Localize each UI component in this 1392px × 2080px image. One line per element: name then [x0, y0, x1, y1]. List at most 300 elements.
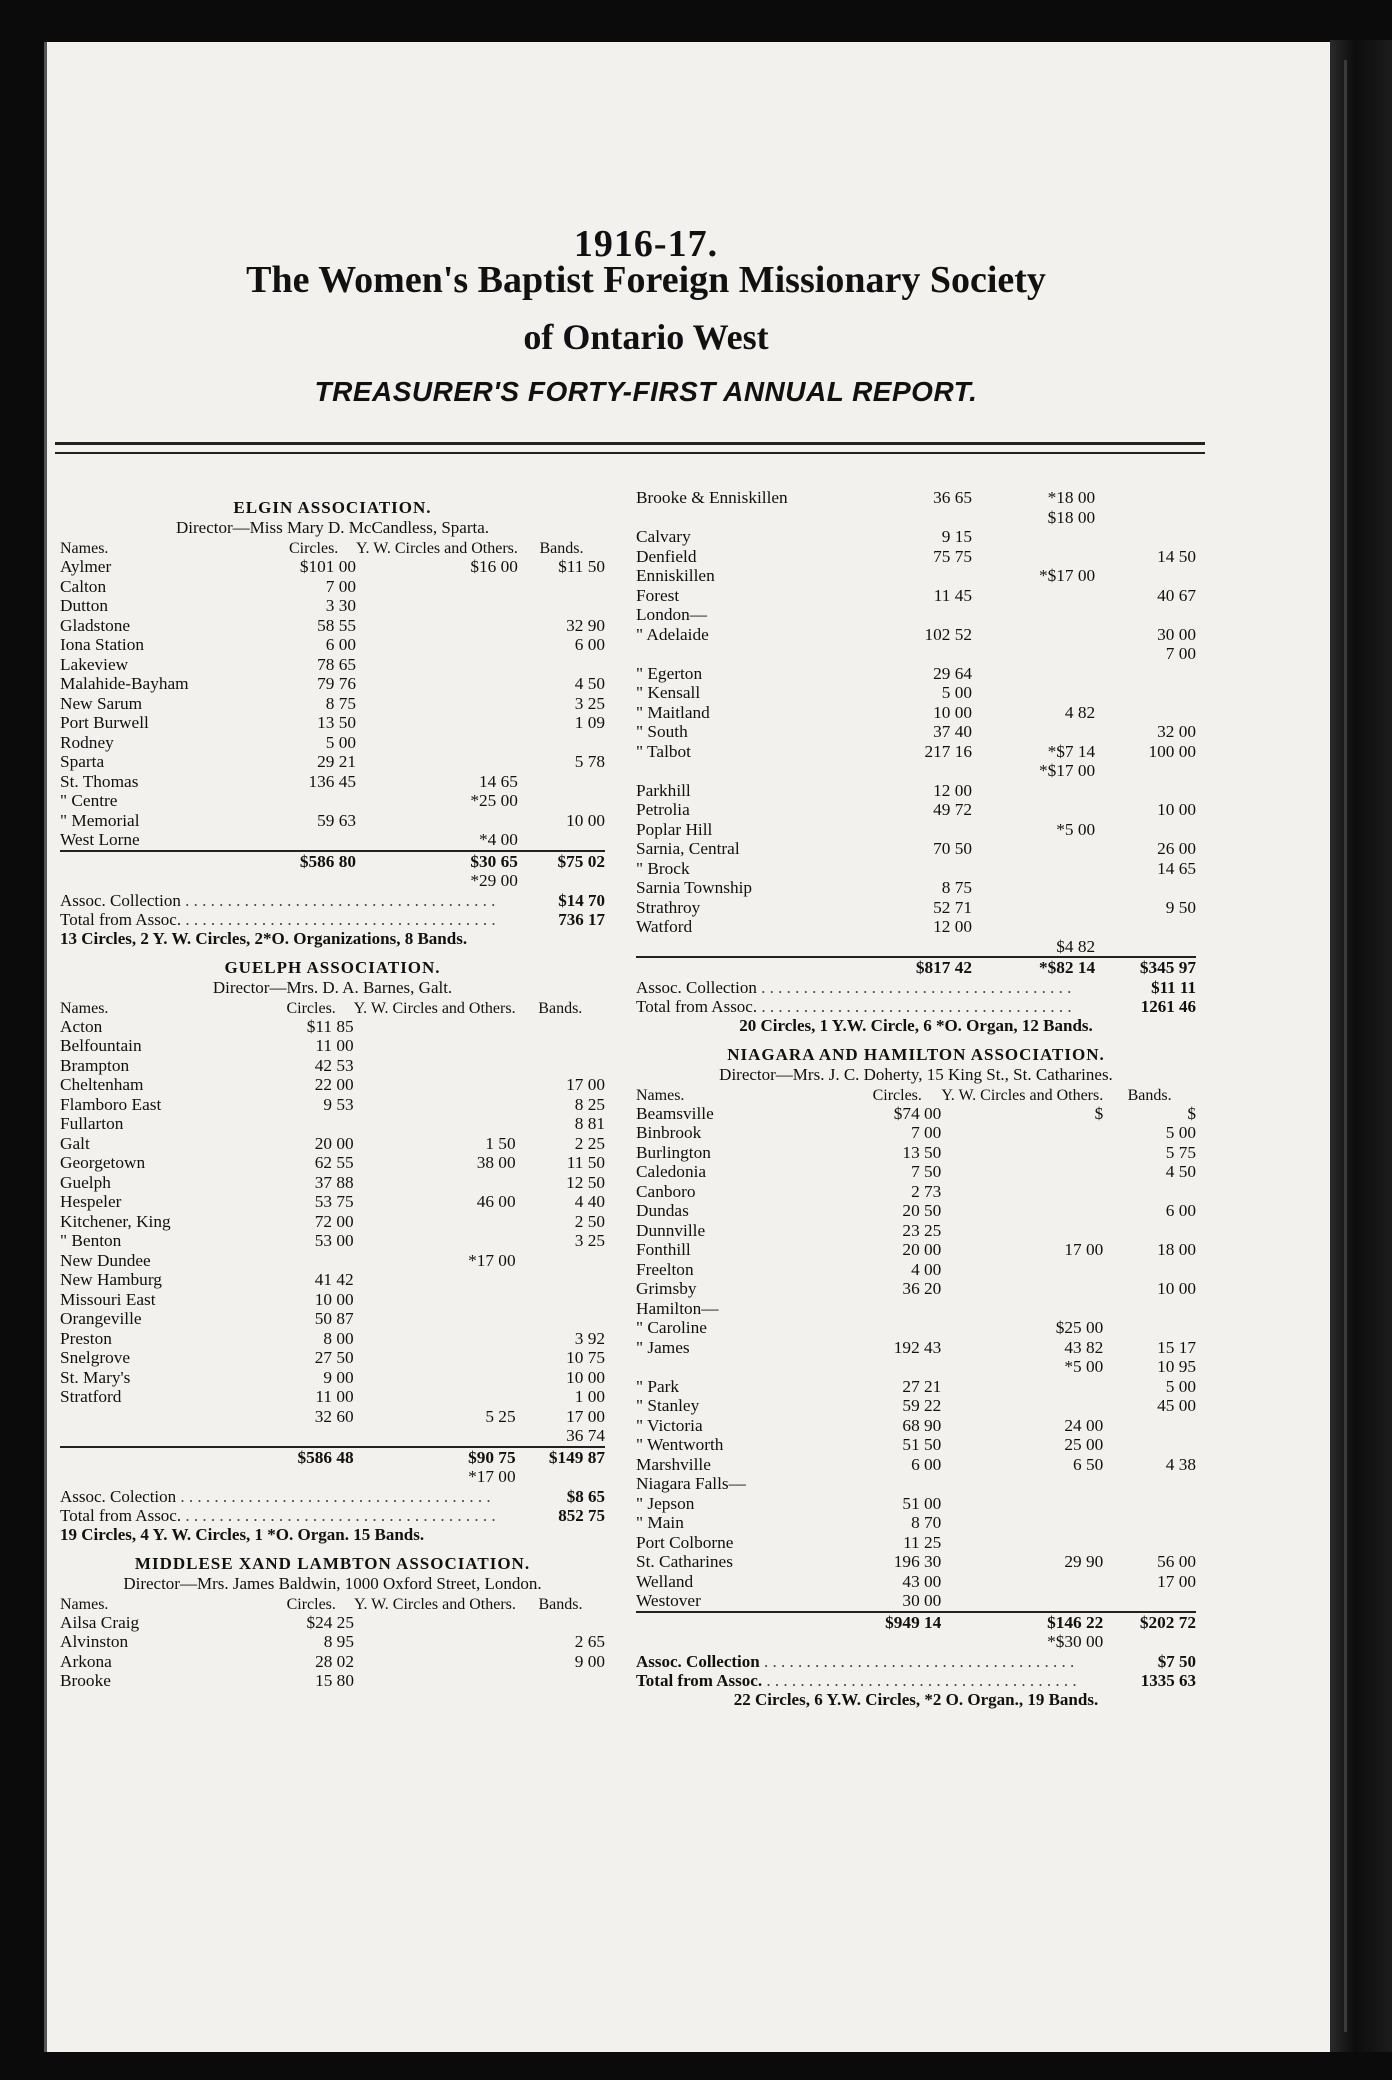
yw-circles-amount: *25 00 — [470, 791, 518, 810]
elgin-section — [60, 498, 605, 948]
yw-circles-amount: 38 00 — [476, 1153, 516, 1172]
bands-amount: 11 50 — [566, 1153, 605, 1172]
bands-amount — [518, 830, 605, 851]
row-name: Port Colborne — [636, 1532, 734, 1552]
assoc-collection-value: $14 70 — [558, 890, 605, 910]
elgin-counts: 13 Circles, 2 Y. W. Circles, 2*O. Organizations, 8 Bands. — [60, 928, 468, 948]
yw-circles-amount — [354, 1632, 516, 1652]
circles-amount: 6 00 — [325, 635, 356, 654]
yw-circles-amount — [972, 683, 1095, 703]
circles-amount: 23 25 — [902, 1220, 942, 1240]
circles-amount: 43 00 — [902, 1571, 942, 1591]
society-title: The Women's Baptist Foreign Missionary Society — [246, 259, 1046, 301]
table-row — [636, 878, 1196, 898]
row-name: Parkhill — [636, 780, 691, 800]
bands-amount: 8 25 — [574, 1094, 605, 1114]
row-name: Brampton — [60, 1055, 130, 1075]
circles-amount: 15 80 — [315, 1671, 354, 1690]
circles-amount: 8 75 — [325, 693, 356, 713]
circles-amount: 51 50 — [902, 1435, 942, 1454]
row-name: " Egerton — [636, 663, 703, 683]
yw-circles-amount — [356, 635, 518, 655]
bands-amount — [516, 1017, 605, 1037]
row-name: Hespeler — [60, 1192, 122, 1211]
yw-circles-amount: 25 00 — [1064, 1435, 1104, 1454]
assoc-collection-label: Assoc. Collection — [636, 977, 757, 997]
table-row — [636, 1123, 1196, 1143]
yw-circles-amount — [356, 694, 518, 714]
yw-circles-amount: 17 00 — [1064, 1240, 1104, 1259]
bands-amount: 9 50 — [1165, 897, 1196, 917]
circles-amount: 62 55 — [314, 1153, 354, 1172]
circles-amount: 59 63 — [317, 810, 356, 830]
circles-amount: 53 00 — [314, 1231, 354, 1250]
table-row — [60, 1056, 605, 1076]
leader-dots: . . . . . . . . . . . . . . . . . . . . . . . . . . . . . . . . . . . . . — [759, 1651, 1075, 1671]
row-name: Missouri East — [60, 1289, 156, 1309]
yw-circles-amount: *$7 14 — [1047, 741, 1096, 761]
row-name: Welland — [636, 1571, 694, 1591]
col-bands-header: Bands. — [539, 540, 584, 557]
table-row — [636, 1104, 1196, 1124]
row-name: " Centre — [60, 791, 118, 810]
circles-amount: 51 00 — [902, 1493, 942, 1513]
table-row — [60, 1036, 605, 1056]
row-name: St. Catharines — [636, 1552, 733, 1571]
table-row — [60, 1652, 605, 1672]
circles-amount: 49 72 — [933, 800, 972, 819]
table-row — [60, 1632, 605, 1652]
bands-amount — [1095, 527, 1196, 547]
yw-circles-amount — [356, 616, 518, 636]
row-name: Ailsa Craig — [60, 1612, 140, 1632]
yw-circles-amount: *4 00 — [479, 830, 518, 849]
row-name: " Stanley — [636, 1396, 700, 1415]
bands-amount: $ — [1187, 1103, 1196, 1123]
circles-amount — [853, 1318, 941, 1338]
section-title: MIDDLESE XAND LAMBTON ASSOCIATION. — [134, 1553, 531, 1573]
circles-amount — [271, 830, 356, 851]
yw-circles-amount — [941, 1201, 1103, 1221]
total-from-assoc-value: 852 75 — [558, 1505, 605, 1525]
column-header-row — [60, 1596, 605, 1613]
row-name — [636, 644, 877, 664]
yw-circles-amount: 46 00 — [476, 1192, 516, 1211]
row-name: Calvary — [636, 527, 691, 546]
yw-circles-amount: 1 50 — [485, 1133, 516, 1153]
table-row — [60, 791, 605, 811]
table-row — [636, 722, 1196, 742]
row-name: St. Mary's — [60, 1367, 131, 1387]
yw-circles-amount — [972, 664, 1095, 684]
table-row — [60, 752, 605, 772]
col-circles-header: Circles. — [286, 1595, 336, 1613]
yw-circles-amount — [972, 800, 1095, 820]
table-row — [636, 761, 1196, 781]
table-row — [636, 566, 1196, 586]
circles-amount: 196 30 — [893, 1552, 942, 1571]
bands-amount: 10 00 — [566, 1367, 605, 1387]
total-from-assoc-value: 1261 46 — [1140, 996, 1196, 1016]
bands-amount: $345 97 — [1095, 957, 1196, 978]
circles-amount: 27 21 — [902, 1376, 942, 1396]
circles-amount — [269, 1426, 354, 1447]
row-name: Denfield — [636, 546, 697, 566]
row-name: Sarnia Township — [636, 878, 753, 897]
middlesex-counts: 20 Circles, 1 Y.W. Circle, 6 *O. Organ, 12 Bands. — [739, 1015, 1093, 1035]
yw-circles-amount — [941, 1572, 1103, 1592]
yw-circles-amount — [941, 1396, 1103, 1416]
section-director: Director—Mrs. D. A. Barnes, Galt. — [212, 977, 453, 997]
table-row — [636, 1240, 1196, 1260]
guelph-summary — [60, 1487, 605, 1544]
circles-amount — [877, 820, 972, 840]
bands-amount: 1 00 — [574, 1387, 605, 1406]
yw-circles-amount — [972, 547, 1095, 567]
total-from-assoc-value: 736 17 — [558, 909, 605, 929]
bands-amount — [516, 1309, 605, 1329]
yw-circles-amount — [941, 1182, 1103, 1202]
yw-circles-amount — [354, 1329, 516, 1349]
row-name: Alvinston — [60, 1632, 129, 1651]
middlesex-continued-table — [636, 488, 1196, 978]
yw-circles-amount — [941, 1162, 1103, 1182]
table-row — [60, 1426, 605, 1447]
circles-amount — [877, 605, 972, 625]
circles-amount: 9 53 — [323, 1094, 354, 1114]
circles-amount: 27 50 — [314, 1348, 354, 1367]
row-name: " Talbot — [636, 741, 691, 761]
bands-amount: 17 00 — [566, 1406, 605, 1426]
yw-circles-amount: *18 00 — [1047, 488, 1096, 507]
row-name: New Sarum — [60, 693, 143, 713]
table-row — [636, 859, 1196, 879]
bands-amount — [1095, 488, 1196, 508]
bands-amount: 10 00 — [1157, 800, 1196, 819]
yw-circles-amount — [972, 898, 1095, 918]
bands-amount: 4 40 — [574, 1192, 605, 1211]
table-row — [60, 655, 605, 675]
circles-amount: $817 42 — [877, 957, 972, 978]
row-name: Gladstone — [60, 615, 131, 635]
row-name: Binbrook — [636, 1123, 702, 1142]
row-name: Brooke — [60, 1671, 111, 1690]
table-row — [60, 635, 605, 655]
row-name: " Adelaide — [636, 624, 709, 644]
row-name: Flamboro East — [60, 1094, 162, 1114]
yw-circles-amount — [354, 1095, 516, 1115]
bands-amount: 17 00 — [1157, 1571, 1196, 1591]
total-row — [636, 1632, 1196, 1652]
table-row — [636, 1279, 1196, 1299]
row-name: Georgetown — [60, 1153, 146, 1172]
yw-circles-amount: $25 00 — [1055, 1318, 1104, 1337]
yw-circles-amount: *5 00 — [1056, 819, 1096, 839]
row-name: Forest — [636, 585, 680, 605]
row-name: Iona Station — [60, 635, 144, 654]
table-row — [636, 1396, 1196, 1416]
bands-amount — [1103, 1221, 1196, 1241]
yw-circles-amount: 24 00 — [1064, 1415, 1104, 1435]
circles-amount: 8 70 — [911, 1513, 942, 1532]
circles-amount — [271, 871, 356, 891]
circles-amount: 52 71 — [933, 897, 972, 917]
total-from-assoc-label: Total from Assoc. — [636, 1670, 763, 1690]
yw-circles-amount — [972, 878, 1095, 898]
bands-amount — [1095, 683, 1196, 703]
yw-circles-amount: *17 00 — [468, 1467, 516, 1486]
yw-circles-amount — [941, 1494, 1103, 1514]
table-row — [636, 917, 1196, 937]
yw-circles-amount: $90 75 — [354, 1447, 516, 1468]
yw-circles-amount: 4 82 — [1064, 702, 1096, 722]
bands-amount — [1103, 1591, 1196, 1612]
yw-circles-amount: 43 82 — [1064, 1337, 1104, 1357]
circles-amount: 70 50 — [933, 839, 972, 858]
yw-circles-amount — [354, 1017, 516, 1037]
circles-amount — [877, 761, 972, 781]
right-column — [636, 488, 1196, 1709]
circles-amount: 11 00 — [315, 1387, 354, 1406]
row-name: New Hamburg — [60, 1270, 162, 1289]
yw-circles-amount — [354, 1114, 516, 1134]
bands-amount: 32 00 — [1157, 722, 1196, 741]
circles-amount: 2 73 — [911, 1181, 942, 1201]
bands-amount: 32 90 — [566, 615, 605, 635]
total-row — [636, 1612, 1196, 1633]
table-row — [60, 1153, 605, 1173]
row-name: Dundas — [636, 1201, 689, 1220]
total-row — [60, 851, 605, 872]
bands-amount — [1095, 878, 1196, 898]
table-row — [60, 1270, 605, 1290]
bands-amount: 2 25 — [574, 1133, 605, 1153]
table-row — [636, 1377, 1196, 1397]
circles-amount: 217 16 — [924, 741, 972, 761]
row-name: " South — [636, 722, 688, 741]
table-row — [636, 664, 1196, 684]
bands-amount: 100 00 — [1148, 741, 1196, 761]
yw-circles-amount — [972, 839, 1095, 859]
row-name — [60, 851, 271, 872]
yw-circles-amount: 14 65 — [479, 771, 518, 791]
circles-amount — [877, 859, 972, 879]
table-row — [60, 713, 605, 733]
row-name — [636, 508, 877, 528]
table-row — [636, 1591, 1196, 1612]
niagara-table — [636, 1087, 1196, 1652]
yw-circles-amount — [354, 1036, 516, 1056]
bands-amount: 5 00 — [1165, 1123, 1196, 1142]
row-name: Dutton — [60, 596, 109, 615]
niagara-summary — [636, 1652, 1196, 1709]
bands-amount: 10 00 — [1157, 1279, 1196, 1298]
total-row — [60, 1447, 605, 1468]
table-row — [636, 1494, 1196, 1514]
bands-amount — [518, 577, 605, 597]
circles-amount: 41 42 — [314, 1270, 354, 1289]
row-name — [636, 1357, 853, 1377]
row-name: " Memorial — [60, 810, 140, 830]
yw-circles-amount: *$30 00 — [1047, 1632, 1104, 1651]
bands-amount: 4 50 — [574, 674, 605, 693]
total-from-assoc-label: Total from Assoc. — [60, 909, 182, 929]
row-name: Belfountain — [60, 1036, 142, 1055]
bands-amount — [1095, 820, 1196, 840]
yw-circles-amount — [356, 655, 518, 675]
leader-dots: . . . . . . . . . . . . . . . . . . . . . . . . . . . . . . . . . . . . . — [757, 996, 1072, 1016]
table-row — [636, 1416, 1196, 1436]
leader-dots: . . . . . . . . . . . . . . . . . . . . . . . . . . . . . . . . . . . . . — [180, 890, 496, 910]
leader-dots: . . . . . . . . . . . . . . . . . . . . . . . . . . . . . . . . . . . . . — [176, 1486, 491, 1506]
book-spine — [1330, 40, 1392, 2052]
circles-amount: 12 00 — [933, 917, 972, 936]
bands-amount — [1095, 761, 1196, 781]
yw-circles-amount — [356, 674, 518, 694]
col-yw-header: Y. W. Circles and Others. — [941, 1086, 1104, 1104]
row-name: Guelph — [60, 1172, 111, 1192]
row-name: Beamsville — [636, 1103, 714, 1123]
row-name: Caledonia — [636, 1162, 707, 1181]
row-name: " James — [636, 1337, 690, 1357]
table-row — [636, 1143, 1196, 1163]
bands-amount: 6 00 — [574, 635, 605, 654]
bands-amount: 8 81 — [574, 1114, 605, 1133]
row-name: Petrolia — [636, 800, 690, 819]
circles-amount: 59 22 — [902, 1396, 942, 1415]
bands-amount — [518, 772, 605, 792]
bands-amount: 10 95 — [1157, 1357, 1196, 1376]
circles-amount: 192 43 — [893, 1337, 942, 1357]
row-name: Marshville — [636, 1454, 711, 1474]
society-subtitle: of Ontario West — [523, 317, 769, 357]
bands-amount: 5 00 — [1165, 1376, 1196, 1396]
leader-dots: . . . . . . . . . . . . . . . . . . . . . . . . . . . . . . . . . . . . . — [756, 977, 1072, 997]
circles-amount: 58 55 — [317, 615, 356, 635]
table-row — [60, 616, 605, 636]
yw-circles-amount — [354, 1290, 516, 1310]
row-name: Poplar Hill — [636, 819, 713, 839]
circles-amount: 36 20 — [902, 1279, 942, 1298]
table-row — [636, 644, 1196, 664]
circles-amount — [877, 937, 972, 958]
circles-amount: 9 15 — [941, 527, 972, 546]
yw-circles-amount — [941, 1123, 1103, 1143]
circles-amount: 42 53 — [314, 1055, 354, 1075]
yw-circles-amount — [354, 1309, 516, 1329]
bands-amount — [1103, 1182, 1196, 1202]
circles-amount: $586 80 — [271, 851, 356, 872]
circles-amount: 37 88 — [314, 1172, 354, 1192]
yw-circles-amount: $146 22 — [941, 1612, 1103, 1633]
yw-circles-amount — [941, 1221, 1103, 1241]
circles-amount: 6 00 — [911, 1454, 942, 1474]
bands-amount: 2 65 — [574, 1632, 605, 1651]
report-year: 1916-17. — [573, 223, 719, 265]
row-name — [60, 1407, 269, 1427]
table-row — [636, 1201, 1196, 1221]
col-yw-header: Y. W. Circles and Others. — [353, 999, 516, 1017]
yw-circles-amount — [354, 1075, 516, 1095]
yw-circles-amount — [354, 1231, 516, 1251]
yw-circles-amount: 6 50 — [1072, 1454, 1104, 1474]
section-director: Director—Mrs. J. C. Doherty, 15 King St., St. Catharines. — [719, 1064, 1113, 1084]
bands-amount — [1095, 508, 1196, 528]
circles-amount: 3 30 — [325, 596, 356, 615]
header-rule — [55, 442, 1205, 445]
bands-amount: 2 50 — [574, 1211, 605, 1231]
bands-amount: 15 17 — [1157, 1337, 1196, 1357]
bands-amount: $149 87 — [516, 1447, 605, 1468]
yw-circles-amount — [356, 577, 518, 597]
circles-amount: 79 76 — [317, 674, 356, 693]
assoc-collection-value: $7 50 — [1157, 1651, 1196, 1671]
circles-amount: 13 50 — [317, 713, 356, 732]
yw-circles-amount — [354, 1671, 516, 1691]
circles-amount: 37 40 — [933, 722, 972, 741]
circles-amount: 36 65 — [933, 488, 972, 507]
row-name: St. Thomas — [60, 771, 139, 791]
circles-amount: $24 25 — [306, 1612, 354, 1632]
bands-amount — [1095, 664, 1196, 684]
bands-amount: $11 50 — [558, 557, 605, 576]
row-name — [636, 957, 877, 978]
yw-circles-amount — [354, 1652, 516, 1672]
row-name: Canboro — [636, 1181, 696, 1201]
niagara-section — [636, 1045, 1196, 1709]
bands-amount: 9 00 — [574, 1651, 605, 1671]
yw-circles-amount: $16 00 — [470, 557, 518, 576]
row-name: Fullarton — [60, 1114, 124, 1133]
yw-circles-amount — [972, 605, 1095, 625]
col-names-header: Names. — [636, 1086, 685, 1104]
circles-amount: $586 48 — [269, 1447, 354, 1468]
circles-amount: 32 60 — [314, 1406, 354, 1426]
table-row — [636, 1299, 1196, 1319]
bands-amount: 40 67 — [1157, 585, 1196, 605]
assoc-collection-label: Assoc. Collection — [636, 1651, 760, 1671]
row-name: " Main — [636, 1513, 684, 1532]
row-name: New Dundee — [60, 1250, 151, 1270]
yw-circles-amount: $30 65 — [356, 851, 518, 872]
table-row — [60, 1017, 605, 1037]
row-name: Kitchener, King — [60, 1211, 171, 1231]
niagara-counts: 22 Circles, 6 Y.W. Circles, *2 O. Organ., 19 Bands. — [733, 1689, 1099, 1709]
row-name: London— — [636, 605, 708, 624]
row-name: Fonthill — [636, 1240, 691, 1259]
table-row — [60, 577, 605, 597]
bands-amount — [1103, 1513, 1196, 1533]
bands-amount — [516, 1056, 605, 1076]
table-row — [636, 586, 1196, 606]
bands-amount — [1095, 937, 1196, 958]
guelph-counts: 19 Circles, 4 Y. W. Circles, 1 *O. Organ. 15 Bands. — [60, 1524, 425, 1544]
bands-amount — [518, 596, 605, 616]
total-from-assoc-label: Total from Assoc. — [60, 1505, 182, 1525]
yw-circles-amount — [941, 1279, 1103, 1299]
circles-amount: 7 50 — [911, 1162, 942, 1181]
row-name: Niagara Falls— — [636, 1474, 746, 1493]
bands-amount — [518, 791, 605, 811]
bands-amount: 56 00 — [1157, 1552, 1196, 1571]
row-name — [60, 1426, 269, 1447]
circles-amount: 10 00 — [314, 1289, 354, 1309]
col-bands-header: Bands. — [1127, 1086, 1172, 1104]
circles-amount — [853, 1474, 941, 1494]
bands-amount: 10 00 — [566, 810, 605, 830]
col-bands-header: Bands. — [538, 1595, 583, 1613]
table-row — [60, 1613, 605, 1633]
